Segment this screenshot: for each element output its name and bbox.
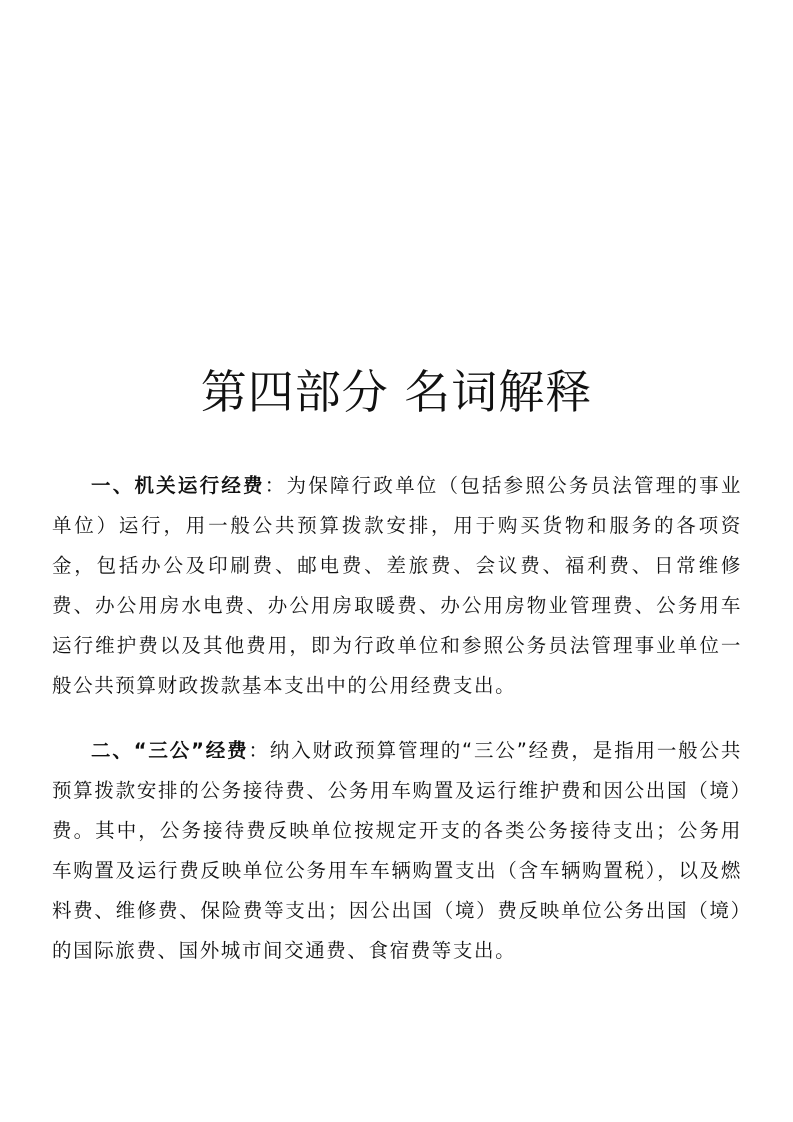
page-title: 第四部分 名词解释	[200, 365, 593, 419]
definition-paragraph-1	[52, 466, 742, 706]
definition-paragraph-2	[52, 731, 742, 971]
definition-body-2: ：纳入财政预算管理的“三公”经费，是指用一般公共预算拨款安排的公务接待费、公务用车购置及运行维护费和因公出国（境）费。其中，公务接待费反映单位按规定开支的各类公务接待支出；公务用车购置及运行费反映单位公务用车车辆购置支出（含车辆购置税），以及燃料费、维修费、保险费等支出；因公出国（境）费反映单位公务出国（境）的国际旅费、国外城市间交通费、食宿费等支出。	[52, 739, 742, 962]
definition-body-1: ：为保障行政单位（包括参照公务员法管理的事业单位）运行，用一般公共预算拨款安排，用于购买货物和服务的各项资金，包括办公及印刷费、邮电费、差旅费、会议费、福利费、日常维修费、办公用房水电费、办公用房取暖费、办公用房物业管理费、公务用车运行维护费以及其他费用，即为行政单位和参照公务员法管理事业单位一般公共预算财政拨款基本支出中的公用经费支出。	[52, 474, 742, 697]
definition-term-1: 一、机关运行经费	[91, 474, 265, 497]
definition-term-2: 二、“三公”经费	[91, 739, 249, 762]
